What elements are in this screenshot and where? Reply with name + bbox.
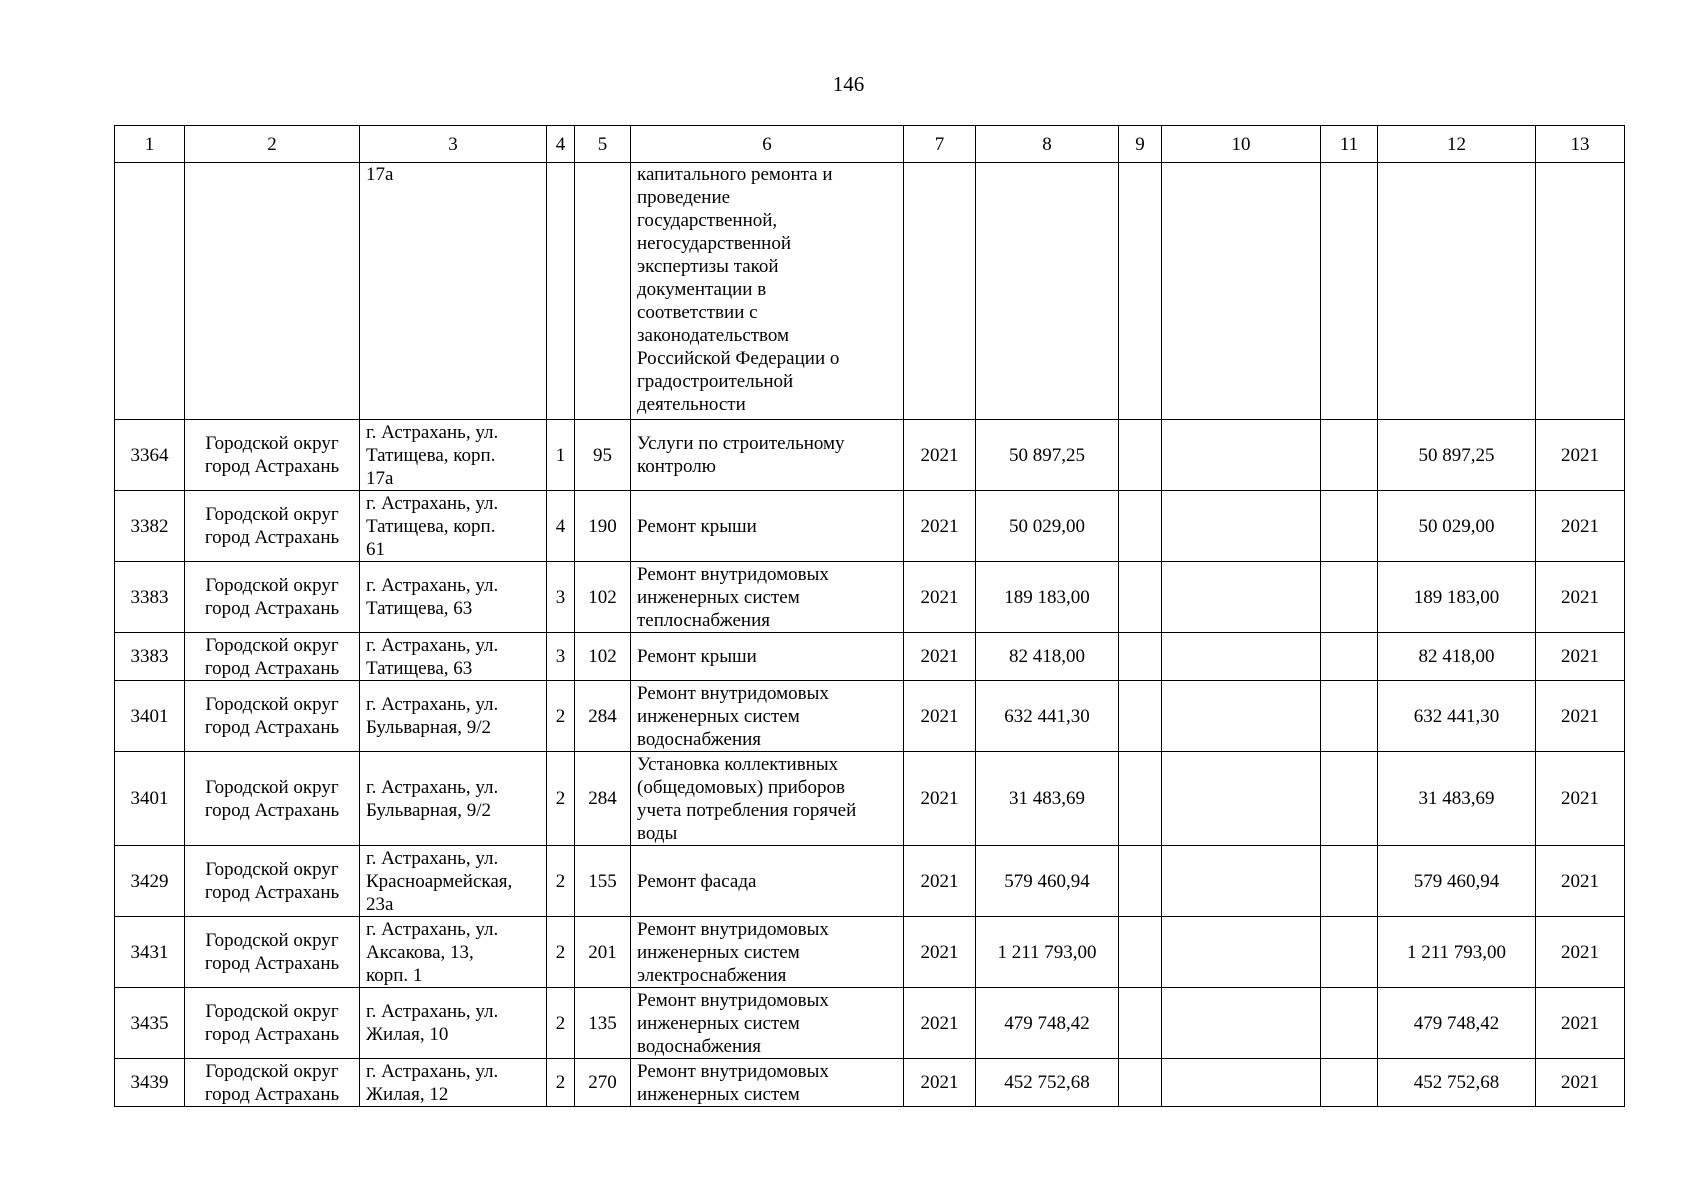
text-line: город Астрахань	[204, 527, 340, 548]
table-row	[115, 846, 1625, 917]
cell-col5: 155	[575, 846, 631, 917]
text-line: Городской округ	[205, 859, 339, 880]
text-line: Бульварная, 9/2	[366, 717, 492, 738]
cell-cost: 632 441,30	[976, 681, 1119, 752]
text-line: Ремонт внутридомовых	[637, 563, 829, 585]
table-row	[115, 752, 1625, 846]
cell-col11	[1321, 163, 1378, 420]
cell-col13: 2021	[1536, 420, 1625, 491]
cell-col4: 1	[547, 420, 575, 491]
cell-col13: 2021	[1536, 1059, 1625, 1107]
text-line: г. Астрахань, ул.	[366, 918, 499, 940]
cell-work-type	[631, 163, 904, 420]
text-line: г. Астрахань, ул.	[366, 575, 499, 596]
cell-col12: 31 483,69	[1378, 752, 1536, 846]
text-line: негосударственной	[637, 233, 792, 254]
text-line: водоснабжения	[637, 728, 762, 750]
cell-col13: 2021	[1536, 562, 1625, 633]
text-line: капитального ремонта и	[637, 164, 833, 185]
text-line: контролю	[637, 456, 716, 477]
cell-municipality	[185, 681, 360, 752]
cell-number: 3439	[115, 1059, 185, 1107]
cell-col11	[1321, 988, 1378, 1059]
cell-address	[360, 988, 547, 1059]
cell-col4: 2	[547, 1059, 575, 1107]
cell-col4: 2	[547, 681, 575, 752]
cell-col5: 190	[575, 491, 631, 562]
cell-col10	[1162, 1059, 1321, 1107]
table-body	[115, 163, 1625, 1107]
cell-number: 3401	[115, 681, 185, 752]
text-line: градостроительной	[637, 371, 794, 392]
cell-col13: 2021	[1536, 633, 1625, 681]
text-line: Ремонт внутридомовых	[637, 682, 829, 704]
cell-number: 3364	[115, 420, 185, 491]
table-row	[115, 1059, 1625, 1107]
cell-municipality	[185, 562, 360, 633]
column-header-2: 2	[185, 126, 360, 163]
table-row	[115, 988, 1625, 1059]
text-line: 17а	[366, 467, 394, 489]
column-header-11: 11	[1321, 126, 1378, 163]
text-line: Городской округ	[205, 930, 339, 951]
cell-col11	[1321, 562, 1378, 633]
text-line: Городской округ	[205, 504, 339, 525]
cell-work-type	[631, 752, 904, 846]
cell-work-type	[631, 1059, 904, 1107]
cell-col13	[1536, 163, 1625, 420]
text-line: город Астрахань	[204, 882, 340, 903]
cell-col10	[1162, 633, 1321, 681]
text-line: Татищева, 63	[366, 657, 473, 679]
cell-col9	[1119, 846, 1162, 917]
text-line: город Астрахань	[204, 953, 340, 974]
text-line: Установка коллективных	[637, 753, 839, 775]
continuation-row	[115, 163, 1625, 420]
cell-cost: 189 183,00	[976, 562, 1119, 633]
text-line: Татищева, корп.	[366, 515, 496, 537]
text-line: г. Астрахань, ул.	[366, 492, 499, 514]
cell-municipality	[185, 163, 360, 420]
cell-address	[360, 681, 547, 752]
table-row	[115, 917, 1625, 988]
cell-number: 3401	[115, 752, 185, 846]
cell-col4: 3	[547, 633, 575, 681]
text-line: Ремонт крыши	[637, 646, 757, 667]
cell-col9	[1119, 491, 1162, 562]
text-line: Ремонт фасада	[637, 870, 757, 892]
text-line: (общедомовых) приборов	[637, 776, 845, 798]
cell-year: 2021	[904, 846, 976, 917]
text-line: Городской округ	[205, 1001, 339, 1022]
cell-address	[360, 633, 547, 681]
text-line: Городской округ	[205, 776, 339, 798]
cell-municipality	[185, 846, 360, 917]
text-line: учета потребления горячей	[637, 799, 857, 821]
text-line: г. Астрахань, ул.	[366, 694, 499, 715]
cell-work-type	[631, 420, 904, 491]
text-line: Городской округ	[205, 575, 339, 596]
text-line: 61	[366, 538, 385, 560]
cell-col11	[1321, 491, 1378, 562]
cell-col11	[1321, 681, 1378, 752]
cell-number: 3383	[115, 562, 185, 633]
text-line: инженерных систем	[637, 941, 800, 963]
cell-cost: 579 460,94	[976, 846, 1119, 917]
cell-col13: 2021	[1536, 846, 1625, 917]
text-line: г. Астрахань, ул.	[366, 1060, 499, 1082]
text-line: Жилая, 12	[366, 1083, 449, 1105]
cell-year: 2021	[904, 420, 976, 491]
column-header-9: 9	[1119, 126, 1162, 163]
text-line: г. Астрахань, ул.	[366, 1001, 499, 1022]
cell-year: 2021	[904, 562, 976, 633]
text-line: 23а	[366, 893, 394, 915]
cell-col10	[1162, 420, 1321, 491]
program-table	[114, 125, 1625, 1107]
cell-col12: 50 897,25	[1378, 420, 1536, 491]
text-line: г. Астрахань, ул.	[366, 776, 499, 798]
text-line: г. Астрахань, ул.	[366, 847, 499, 869]
text-line: водоснабжения	[637, 1035, 762, 1057]
text-line: город Астрахань	[204, 799, 340, 821]
cell-col5: 135	[575, 988, 631, 1059]
text-line: город Астрахань	[204, 1083, 340, 1105]
cell-col12: 50 029,00	[1378, 491, 1536, 562]
cell-cost: 479 748,42	[976, 988, 1119, 1059]
cell-address: 17а	[360, 163, 547, 420]
cell-col9	[1119, 752, 1162, 846]
cell-address	[360, 562, 547, 633]
text-line: Аксакова, 13,	[366, 941, 474, 963]
text-line: электроснабжения	[637, 964, 787, 986]
cell-address	[360, 491, 547, 562]
cell-col9	[1119, 633, 1162, 681]
cell-year	[904, 163, 976, 420]
page-number: 146	[832, 72, 865, 96]
text-line: Городской округ	[205, 1060, 339, 1082]
cell-work-type	[631, 846, 904, 917]
text-line: город Астрахань	[204, 717, 340, 738]
cell-col13: 2021	[1536, 491, 1625, 562]
table-row	[115, 420, 1625, 491]
cell-col12: 82 418,00	[1378, 633, 1536, 681]
column-header-10: 10	[1162, 126, 1321, 163]
cell-work-type	[631, 917, 904, 988]
cell-col10	[1162, 846, 1321, 917]
cell-col12: 579 460,94	[1378, 846, 1536, 917]
text-line: Жилая, 10	[366, 1024, 449, 1045]
text-line: теплоснабжения	[637, 609, 770, 631]
cell-col10	[1162, 752, 1321, 846]
cell-col11	[1321, 1059, 1378, 1107]
text-line: Татищева, 63	[366, 598, 473, 619]
cell-col13: 2021	[1536, 988, 1625, 1059]
text-line: государственной,	[637, 210, 778, 231]
text-line: деятельности	[637, 394, 746, 415]
cell-number: 3435	[115, 988, 185, 1059]
cell-cost: 31 483,69	[976, 752, 1119, 846]
text-line: Городской округ	[205, 694, 339, 715]
cell-municipality	[185, 1059, 360, 1107]
cell-col9	[1119, 163, 1162, 420]
cell-col10	[1162, 917, 1321, 988]
cell-address	[360, 846, 547, 917]
cell-col12: 632 441,30	[1378, 681, 1536, 752]
cell-address	[360, 917, 547, 988]
cell-work-type	[631, 681, 904, 752]
cell-col12: 452 752,68	[1378, 1059, 1536, 1107]
text-line: документации в	[637, 279, 767, 300]
cell-col12: 1 211 793,00	[1378, 917, 1536, 988]
column-header-8: 8	[976, 126, 1119, 163]
cell-col12: 479 748,42	[1378, 988, 1536, 1059]
header-row	[115, 126, 1625, 163]
cell-col4: 2	[547, 752, 575, 846]
cell-year: 2021	[904, 1059, 976, 1107]
text-line: воды	[637, 822, 678, 844]
cell-municipality	[185, 917, 360, 988]
table-row	[115, 562, 1625, 633]
cell-col5: 201	[575, 917, 631, 988]
cell-col9	[1119, 681, 1162, 752]
cell-col11	[1321, 917, 1378, 988]
text-line: Ремонт внутридомовых	[637, 989, 829, 1011]
cell-work-type	[631, 562, 904, 633]
cell-col11	[1321, 633, 1378, 681]
cell-col13: 2021	[1536, 917, 1625, 988]
column-header-6: 6	[631, 126, 904, 163]
cell-number	[115, 163, 185, 420]
text-line: Татищева, корп.	[366, 444, 496, 466]
text-line: инженерных систем	[637, 1012, 800, 1034]
text-line: г. Астрахань, ул.	[366, 421, 499, 443]
cell-col10	[1162, 562, 1321, 633]
column-header-1: 1	[115, 126, 185, 163]
text-line: инженерных систем	[637, 586, 800, 608]
text-line: город Астрахань	[204, 456, 340, 477]
cell-col5: 102	[575, 562, 631, 633]
cell-col4: 2	[547, 988, 575, 1059]
cell-col4: 4	[547, 491, 575, 562]
cell-col9	[1119, 562, 1162, 633]
cell-year: 2021	[904, 752, 976, 846]
text-line: город Астрахань	[204, 657, 340, 679]
cell-number: 3429	[115, 846, 185, 917]
table-row	[115, 633, 1625, 681]
cell-year: 2021	[904, 917, 976, 988]
cell-col13: 2021	[1536, 752, 1625, 846]
cell-cost	[976, 163, 1119, 420]
cell-col11	[1321, 420, 1378, 491]
cell-col9	[1119, 917, 1162, 988]
cell-year: 2021	[904, 491, 976, 562]
text-line: корп. 1	[366, 964, 423, 986]
column-header-12: 12	[1378, 126, 1536, 163]
cell-col5	[575, 163, 631, 420]
cell-work-type	[631, 988, 904, 1059]
column-header-5: 5	[575, 126, 631, 163]
text-line: законодательством	[637, 325, 790, 346]
cell-col12	[1378, 163, 1536, 420]
cell-col5: 95	[575, 420, 631, 491]
text-line: Городской округ	[205, 634, 339, 656]
cell-cost: 82 418,00	[976, 633, 1119, 681]
cell-address	[360, 752, 547, 846]
cell-col5: 102	[575, 633, 631, 681]
column-header-7: 7	[904, 126, 976, 163]
table-row	[115, 491, 1625, 562]
text-line: Городской округ	[205, 433, 339, 454]
cell-col9	[1119, 1059, 1162, 1107]
text-line: г. Астрахань, ул.	[366, 634, 499, 656]
table-row	[115, 681, 1625, 752]
text-line: Ремонт крыши	[637, 515, 757, 537]
cell-col10	[1162, 988, 1321, 1059]
text-line: соответствии с	[637, 302, 758, 323]
cell-col4: 2	[547, 846, 575, 917]
text-line: город Астрахань	[204, 1024, 340, 1045]
cell-year: 2021	[904, 681, 976, 752]
cell-col10	[1162, 681, 1321, 752]
text-line: Бульварная, 9/2	[366, 799, 492, 821]
cell-col9	[1119, 420, 1162, 491]
cell-year: 2021	[904, 633, 976, 681]
cell-work-type	[631, 633, 904, 681]
cell-col4	[547, 163, 575, 420]
cell-number: 3382	[115, 491, 185, 562]
cell-municipality	[185, 491, 360, 562]
cell-col5: 270	[575, 1059, 631, 1107]
text-line: Российской Федерации о	[637, 348, 840, 369]
cell-col11	[1321, 752, 1378, 846]
text-line: Красноармейская,	[366, 870, 513, 892]
cell-cost: 452 752,68	[976, 1059, 1119, 1107]
column-header-13: 13	[1536, 126, 1625, 163]
text-line: инженерных систем	[637, 705, 800, 727]
text-line: город Астрахань	[204, 598, 340, 619]
cell-year: 2021	[904, 988, 976, 1059]
cell-cost: 50 897,25	[976, 420, 1119, 491]
cell-col5: 284	[575, 681, 631, 752]
text-line: Ремонт внутридомовых	[637, 918, 829, 940]
text-line: Услуги по строительному	[637, 433, 845, 454]
text-line: Ремонт внутридомовых	[637, 1060, 829, 1082]
cell-col11	[1321, 846, 1378, 917]
table-header	[115, 126, 1625, 163]
cell-municipality	[185, 988, 360, 1059]
cell-col4: 2	[547, 917, 575, 988]
cell-work-type	[631, 491, 904, 562]
cell-col5: 284	[575, 752, 631, 846]
text-line: экспертизы такой	[637, 256, 779, 277]
cell-col10	[1162, 163, 1321, 420]
text-line: инженерных систем	[637, 1083, 800, 1105]
cell-municipality	[185, 633, 360, 681]
column-header-3: 3	[360, 126, 547, 163]
cell-col13: 2021	[1536, 681, 1625, 752]
cell-col10	[1162, 491, 1321, 562]
cell-col4: 3	[547, 562, 575, 633]
cell-cost: 1 211 793,00	[976, 917, 1119, 988]
cell-municipality	[185, 420, 360, 491]
cell-address	[360, 420, 547, 491]
text-line: проведение	[637, 187, 731, 208]
cell-municipality	[185, 752, 360, 846]
cell-cost: 50 029,00	[976, 491, 1119, 562]
cell-number: 3383	[115, 633, 185, 681]
cell-col9	[1119, 988, 1162, 1059]
cell-number: 3431	[115, 917, 185, 988]
cell-col12: 189 183,00	[1378, 562, 1536, 633]
cell-address	[360, 1059, 547, 1107]
column-header-4: 4	[547, 126, 575, 163]
